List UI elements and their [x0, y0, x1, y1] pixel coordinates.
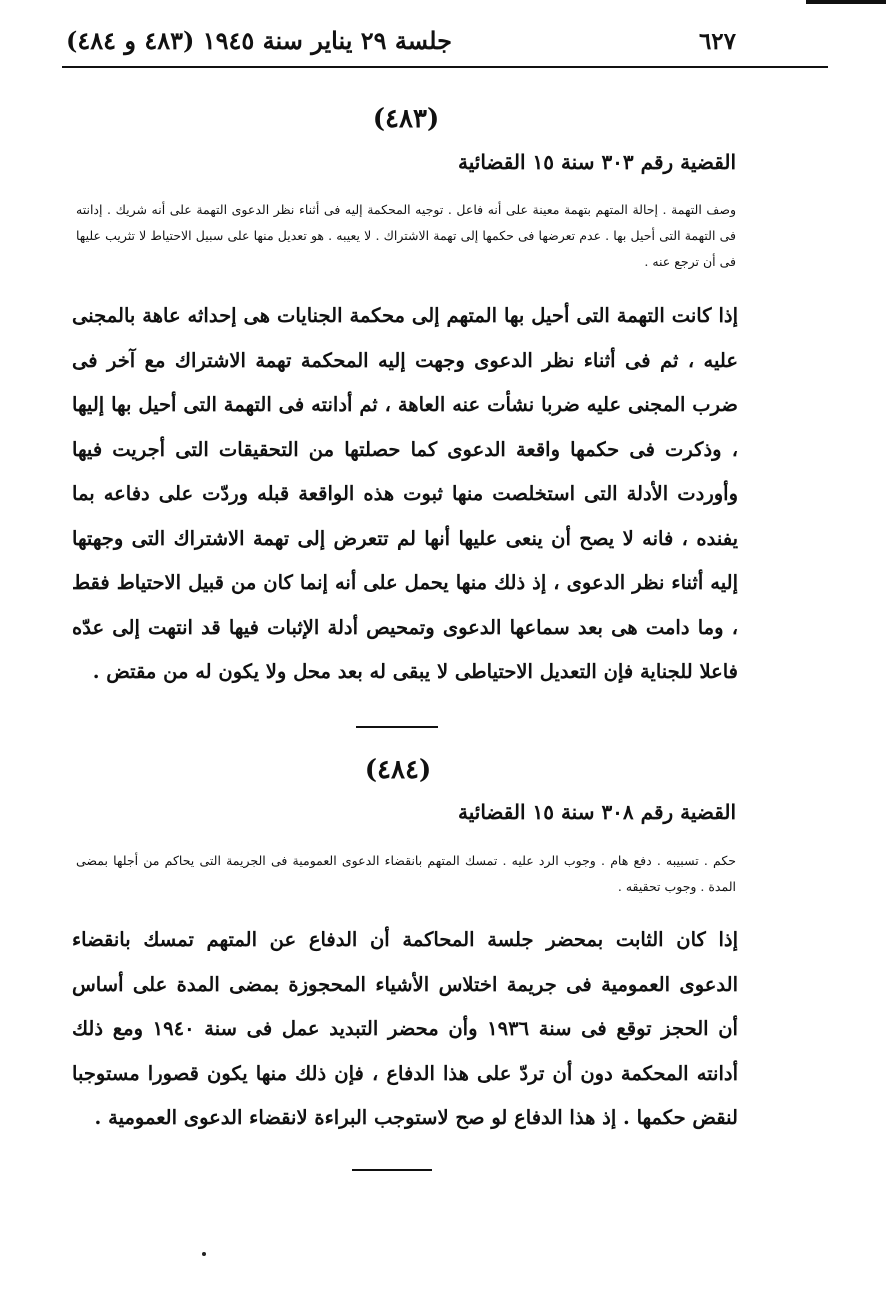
section-divider: [356, 726, 438, 728]
case-body: إذا كان الثابت بمحضر جلسة المحاكمة أن الدفاع عن المتهم تمسك بانقضاء الدعوى العمومية فى جريمة اختلاس الأشياء المحجوزة بمضى المدة على أساس أن الحجز توقع فى سنة ١٩٣٦ وأن محضر التبديد عمل فى سنة ١٩٤٠ ومع ذلك أدانته المحكمة دون أن تردّ على هذا الدفاع ، فإن ذلك منها يكون قصورا مستوجبا لنقض حكمها . إذ هذا الدفاع لو صح لاستوجب البراءة لانقضاء الدعوى العمومية .: [72, 928, 738, 1129]
case-body: إذا كانت التهمة التى أحيل بها المتهم إلى محكمة الجنايات هى إحداثه عاهة بالمجنى عليه ، ثم فى أثناء نظر الدعوى وجهت إليه المحكمة تهمة الاشتراك مع آخر فى ضرب المجنى عليه ضربا نشأت عنه العاهة ، ثم أدانته فى التهمة التى أحيل بها إليها ، وذكرت فى حكمها واقعة الدعوى كما حصلتها من التحقيقات التى أجريت فيها وأوردت الأدلة التى استخلصت منها ثبوت هذه الواقعة قبله وردّت على دفاعه بما يفنده ، فانه لا يصح أن ينعى عليها أنها لم تتعرض إلى تهمة الاشتراك التى وجهتها إليه أثناء نظر الدعوى ، إذ ذلك منها يحمل على أنه إنما كان من قبيل الاحتياط فقط ، وما دامت هى بعد سماعها الدعوى وتمحيص أدلة الإثبات فيها قد انتهت إلى عدّه فاعلا للجناية فإن التعديل الاحتياطى لا يبقى له بعد محل ولا يكون له من مقتض .: [72, 304, 738, 683]
session-title: جلسة ٢٩ يناير سنة ١٩٤٥ (٤٨٣ و ٤٨٤): [66, 26, 452, 55]
case-summary: حكم . تسبيبه . دفع هام . وجوب الرد عليه . تمسك المتهم بانقضاء الدعوى العمومية فى الجريمة التى يحاكم من أجلها بمضى المدة . وجوب تحقيقه .: [76, 853, 736, 894]
top-edge-mark: [806, 0, 886, 4]
case-summary: وصف التهمة . إحالة المتهم بتهمة معينة على أنه فاعل . توجيه المحكمة إليه فى أثناء نظر الدعوى التهمة على أنه شريك . إدانته فى التهمة التى أحيل بها . عدم تعرضها فى حكمها إلى تهمة الاشتراك . لا يعيبه . هو تعديل منها على سبيل الاحتياط لا تثريب عليها فى أن ترجع عنه .: [76, 202, 736, 269]
page-number: ٦٢٧: [698, 28, 736, 55]
page-header: [66, 26, 736, 55]
case-number: (٤٨٤): [364, 755, 432, 785]
case-title: القضية رقم ٣٠٨ سنة ١٥ القضائية: [458, 800, 736, 824]
header-rule: [62, 66, 828, 68]
speck: [202, 1252, 206, 1256]
case-title: القضية رقم ٣٠٣ سنة ١٥ القضائية: [458, 150, 736, 174]
section-divider: [352, 1169, 432, 1171]
case-number: (٤٨٣): [372, 104, 440, 134]
